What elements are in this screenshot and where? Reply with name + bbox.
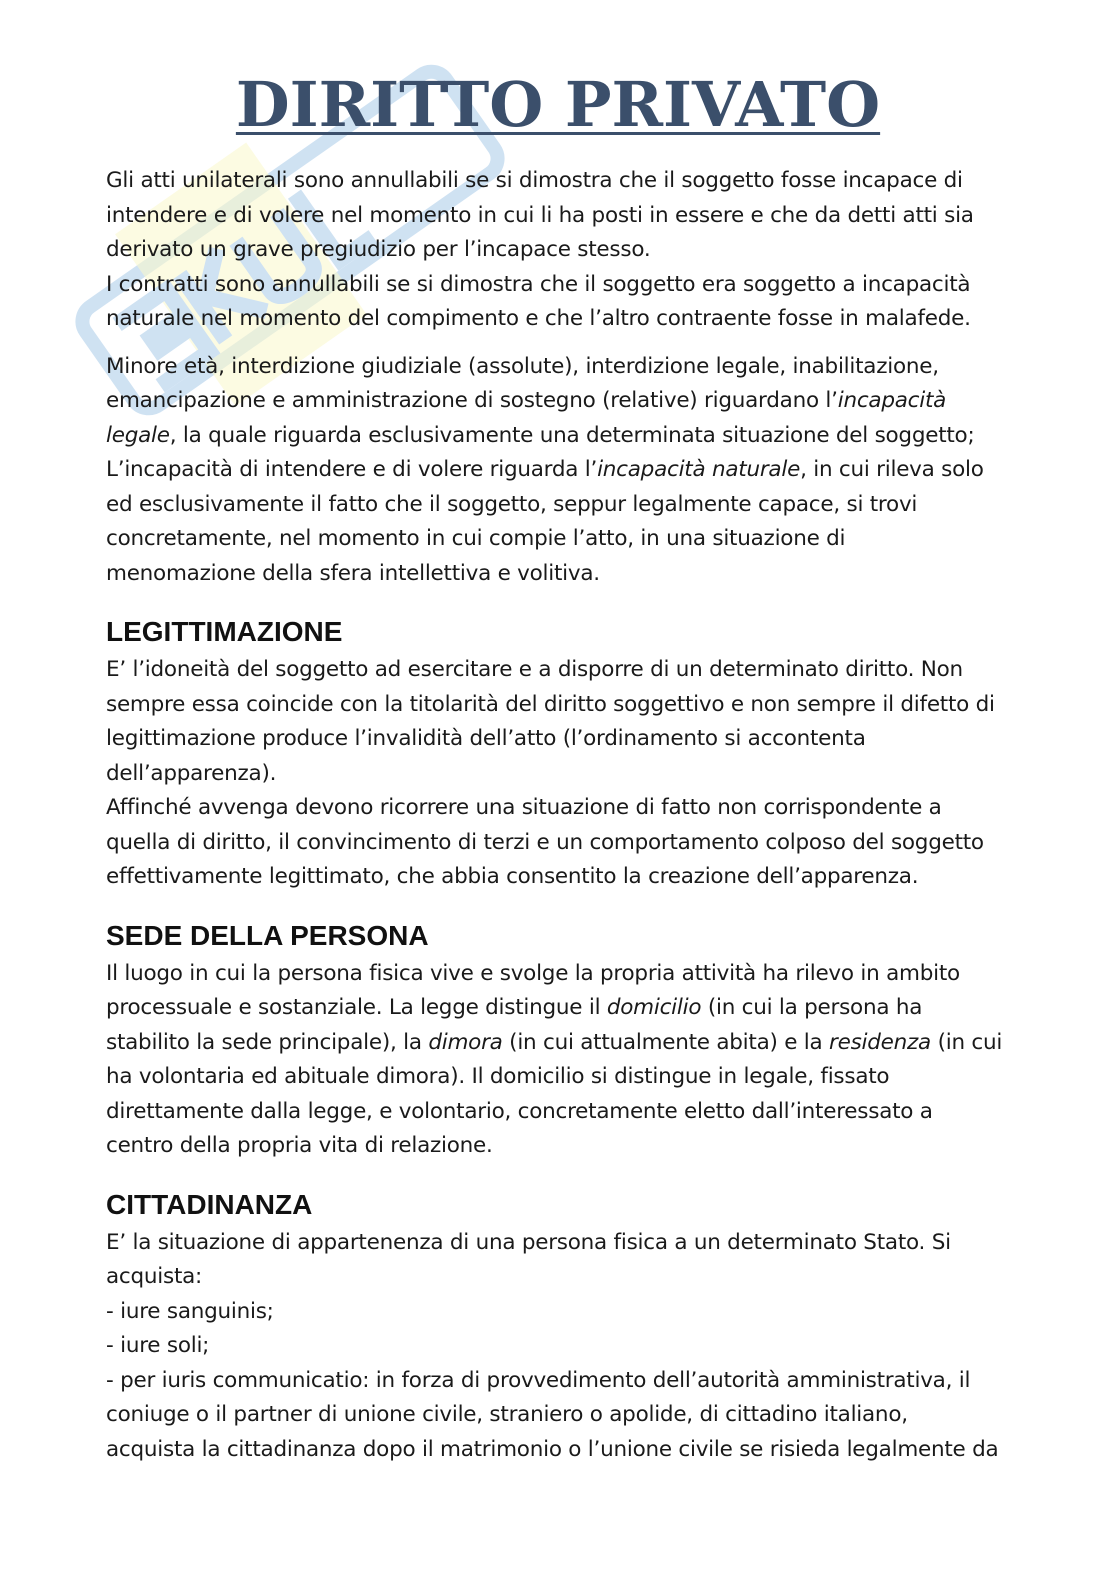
italic-term: residenza: [829, 1029, 931, 1055]
text-line: E’ la situazione di appartenenza di una persona fisica a un determinato Stato. Si: [106, 1229, 951, 1255]
paragraph-legittimazione: [106, 653, 1006, 895]
text-line: naturale nel momento del compimento e che l’altro contraente fosse in malafede.: [106, 306, 971, 331]
text-line: concretamente, nel momento in cui compie l’atto, in una situazione di: [106, 526, 846, 551]
list-item: - iure soli;: [106, 1333, 210, 1358]
text-line: ed esclusivamente il fatto che il soggetto, seppur legalmente capace, si trovi: [106, 491, 918, 517]
paragraph-annullabilita: [106, 164, 1006, 337]
italic-term: domicilio: [606, 995, 702, 1020]
italic-term: incapacità naturale: [597, 457, 801, 482]
text-line: acquista la cittadinanza dopo il matrimonio o l’unione civile se risieda legalmente da: [106, 1436, 999, 1462]
text-line: [106, 453, 1006, 488]
text-line: [106, 419, 1006, 454]
text-line: sempre essa coincide con la titolarità del diritto soggettivo e non sempre il difetto di: [106, 691, 995, 717]
text-line: acquista:: [106, 1264, 203, 1289]
text-run: (in cui attualmente abita) e la: [502, 1029, 830, 1055]
text-line: Il luogo in cui la persona fisica vive e svolge la propria attività ha rilevo in ambito: [106, 960, 960, 986]
text-line: menomazione della sfera intellettiva e volitiva.: [106, 560, 600, 586]
text-run: processuale e sostanziale. La legge distingue il: [106, 995, 607, 1020]
text-run: (in cui: [931, 1029, 1003, 1055]
text-line: derivato un grave pregiudizio per l’incapace stesso.: [106, 237, 651, 262]
text-line: [106, 1026, 1006, 1061]
text-run: stabilito la sede principale), la: [106, 1029, 429, 1055]
text-line: intendere e di volere nel momento in cui li ha posti in essere e che da detti atti sia: [106, 202, 974, 228]
document-body: [106, 164, 1006, 1480]
text-run: (in cui la persona ha: [701, 995, 923, 1020]
italic-term: legale: [106, 422, 170, 448]
text-line: direttamente dalla legge, e volontario, concretamente eletto dall’interessato a: [106, 1098, 933, 1124]
italic-term: incapacità: [837, 388, 947, 413]
text-run: L’incapacità di intendere e di volere riguarda l’: [106, 457, 598, 482]
text-line: effettivamente legittimato, che abbia consentito la creazione dell’apparenza.: [106, 864, 919, 889]
text-line: Gli atti unilaterali sono annullabili se si dimostra che il soggetto fosse incapace di: [106, 168, 963, 193]
text-line: legittimazione produce l’invalidità dell’atto (l’ordinamento si accontenta: [106, 726, 866, 751]
section-heading-sede: SEDE DELLA PERSONA: [106, 919, 429, 951]
text-run: , in cui rileva solo: [800, 457, 984, 482]
text-line: quella di diritto, il convincimento di terzi e un comportamento colposo del soggetto: [106, 829, 984, 855]
document-title: DIRITTO PRIVATO: [235, 68, 881, 141]
text-line: centro della propria vita di relazione.: [106, 1133, 493, 1158]
text-run: emancipazione e amministrazione di sostegno (relative) riguardano l’: [106, 388, 838, 413]
list-item: - iure sanguinis;: [106, 1298, 274, 1324]
text-line: ha volontaria ed abituale dimora). Il domicilio si distingue in legale, fissato: [106, 1064, 890, 1089]
paragraph-cittadinanza: [106, 1226, 1006, 1468]
text-line: [106, 991, 1006, 1026]
paragraph-incapacita: [106, 350, 1006, 592]
text-run: , la quale riguarda esclusivamente una determinata situazione del soggetto;: [169, 422, 975, 448]
italic-term: dimora: [428, 1029, 503, 1055]
text-line: dell’apparenza).: [106, 760, 277, 786]
list-item: - per iuris communicatio: in forza di provvedimento dell’autorità amministrativa, il: [106, 1367, 971, 1393]
text-line: E’ l’idoneità del soggetto ad esercitare e a disporre di un determinato diritto. Non: [106, 657, 963, 682]
text-line: Minore età, interdizione giudiziale (assolute), interdizione legale, inabilitazione,: [106, 353, 939, 379]
paragraph-sede: [106, 957, 1006, 1164]
section-heading-legittimazione: LEGITTIMAZIONE: [106, 616, 343, 647]
section-heading-cittadinanza: CITTADINANZA: [106, 1188, 313, 1220]
text-line: Affinché avvenga devono ricorrere una situazione di fatto non corrispondente a: [106, 795, 942, 820]
text-line: [106, 384, 1006, 419]
text-line: I contratti sono annullabili se si dimostra che il soggetto era soggetto a incapacità: [106, 271, 971, 297]
text-line: coniuge o il partner di unione civile, straniero o apolide, di cittadino italiano,: [106, 1402, 908, 1427]
